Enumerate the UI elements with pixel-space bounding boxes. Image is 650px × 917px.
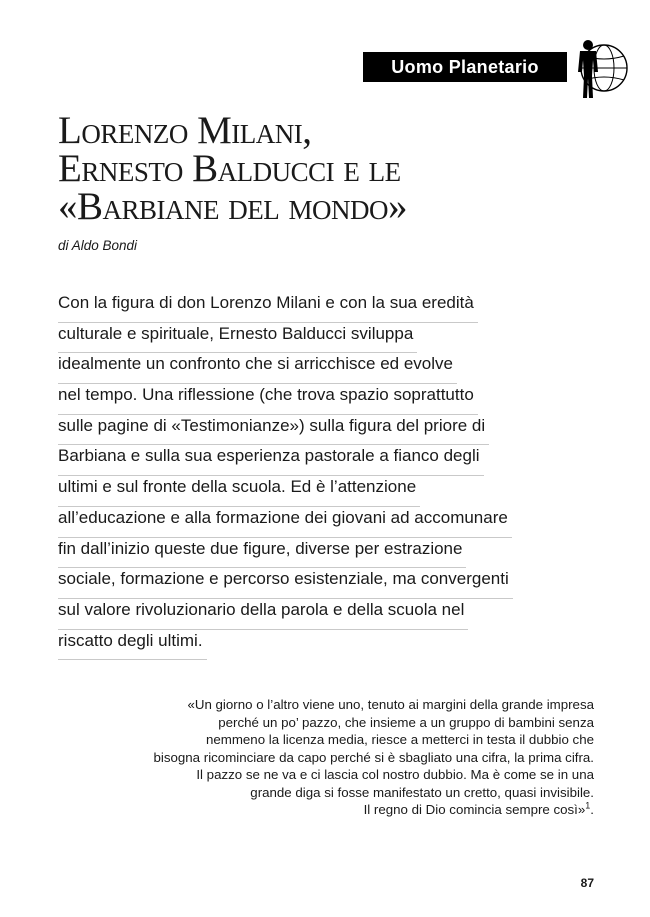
page-number: 87 [580, 876, 594, 890]
intro-line: nel tempo. Una riflessione (che trova spazio soprattutto [58, 384, 478, 415]
intro-line: sociale, formazione e percorso esistenziale, ma convergenti [58, 568, 513, 599]
intro-line: ultimi e sul fronte della scuola. Ed è l’attenzione [58, 476, 420, 507]
intro-paragraph [58, 292, 513, 660]
quote-line: «Un giorno o l’altro viene uno, tenuto ai margini della grande impresa [187, 697, 594, 712]
author-byline: di Aldo Bondi [58, 238, 138, 253]
quote-line: Il regno di Dio comincia sempre così» [363, 802, 586, 817]
section-label: Uomo Planetario [363, 52, 567, 82]
title-line: Ernesto Balducci e le [58, 147, 401, 190]
intro-line: all’educazione e alla formazione dei giovani ad accomunare [58, 507, 512, 538]
quote-last-line [154, 801, 595, 819]
quote-line: nemmeno la licenza media, riesce a metterci in testa il dubbio che [205, 732, 594, 747]
epigraph-quote [154, 696, 595, 819]
quote-end-punctuation: . [590, 802, 594, 817]
intro-line: fin dall’inizio queste due figure, diverse per estrazione [58, 538, 466, 569]
intro-line: sul valore rivoluzionario della parola e della scuola nel [58, 599, 468, 630]
intro-line: riscatto degli ultimi. [58, 630, 207, 661]
man-with-globe-icon [566, 36, 630, 100]
intro-line: idealmente un confronto che si arricchisce ed evolve [58, 353, 457, 384]
quote-line: Il pazzo se ne va e ci lascia col nostro dubbio. Ma è come se in una [196, 767, 594, 782]
footnote-marker[interactable]: 1 [585, 800, 591, 811]
intro-line: Con la figura di don Lorenzo Milani e con la sua eredità [58, 292, 478, 323]
title-line: Lorenzo Milani, [58, 109, 312, 152]
intro-line: culturale e spirituale, Ernesto Balducci sviluppa [58, 323, 417, 354]
quote-line: perché un po’ pazzo, che insieme a un gruppo di bambini senza [218, 714, 594, 730]
title-line: «Barbiane del mondo» [58, 185, 407, 228]
intro-line: sulle pagine di «Testimonianze») sulla figura del priore di [58, 415, 489, 446]
intro-line: Barbiana e sulla sua esperienza pastorale a fianco degli [58, 445, 484, 476]
article-title [58, 109, 407, 228]
quote-line: grande diga si fosse manifestato un cretto, quasi invisibile. [250, 784, 594, 800]
quote-line: bisogna ricominciare da capo perché si è sbagliato una cifra, la prima cifra. [153, 749, 594, 765]
